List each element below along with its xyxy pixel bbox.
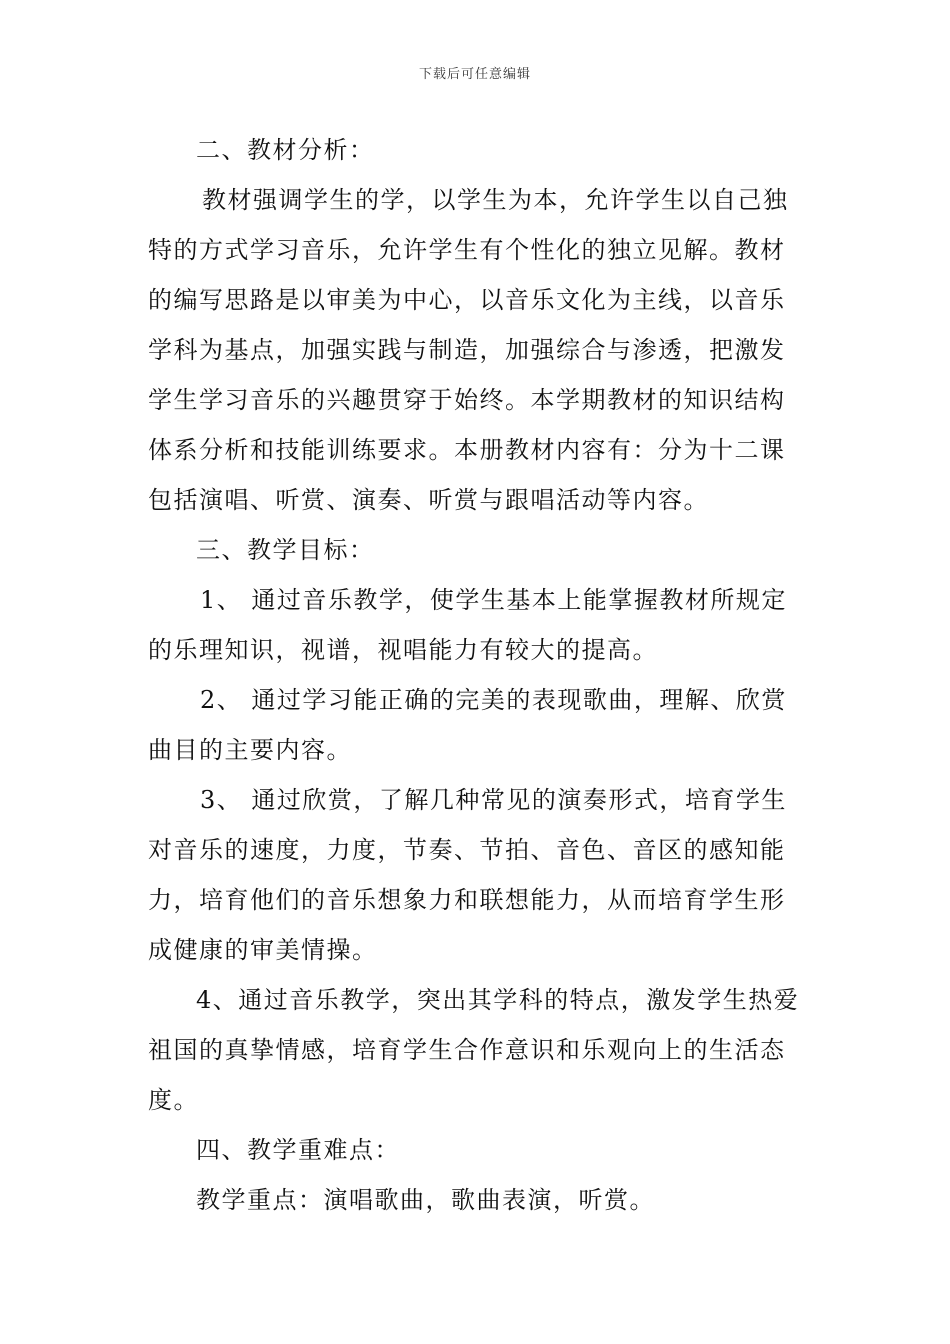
section-heading-4: 四、教学重难点： — [196, 1136, 400, 1164]
list-item-3: 3、 通过欣赏，了解几种常见的演奏形式，培育学生 — [200, 786, 787, 814]
paragraph-line: 成健康的审美情操。 — [148, 936, 378, 964]
section-heading-3: 三、教学目标： — [196, 536, 375, 564]
paragraph-line: 学生学习音乐的兴趣贯穿于始终。本学期教材的知识结构 — [148, 386, 786, 414]
list-item-1: 1、 通过音乐教学，使学生基本上能掌握教材所规定 — [200, 586, 787, 614]
paragraph-line: 教学重点：演唱歌曲，歌曲表演，听赏。 — [196, 1186, 655, 1214]
paragraph-line: 的编写思路是以审美为中心，以音乐文化为主线，以音乐 — [148, 286, 786, 314]
paragraph-line: 包括演唱、听赏、演奏、听赏与跟唱活动等内容。 — [148, 486, 709, 514]
paragraph-line: 学科为基点，加强实践与制造，加强综合与渗透，把激发 — [148, 336, 786, 364]
paragraph-line: 曲目的主要内容。 — [148, 736, 352, 764]
list-item-2: 2、 通过学习能正确的完美的表现歌曲，理解、欣赏 — [200, 686, 787, 714]
paragraph-line: 特的方式学习音乐，允许学生有个性化的独立见解。教材 — [148, 236, 786, 264]
paragraph-line: 对音乐的速度，力度，节奏、节拍、音色、音区的感知能 — [148, 836, 786, 864]
paragraph-line: 度。 — [148, 1086, 199, 1114]
section-heading-2: 二、教材分析： — [196, 136, 375, 164]
paragraph-line: 的乐理知识，视谱，视唱能力有较大的提高。 — [148, 636, 658, 664]
paragraph-line: 力，培育他们的音乐想象力和联想能力，从而培育学生形 — [148, 886, 786, 914]
paragraph-line: 教材强调学生的学，以学生为本，允许学生以自己独 — [202, 186, 789, 214]
paragraph-line: 祖国的真挚情感，培育学生合作意识和乐观向上的生活态 — [148, 1036, 786, 1064]
list-item-4: 4、通过音乐教学，突出其学科的特点，激发学生热爱 — [196, 986, 800, 1014]
page-header: 下载后可任意编辑 — [418, 67, 531, 82]
paragraph-line: 体系分析和技能训练要求。本册教材内容有：分为十二课 — [148, 436, 786, 464]
